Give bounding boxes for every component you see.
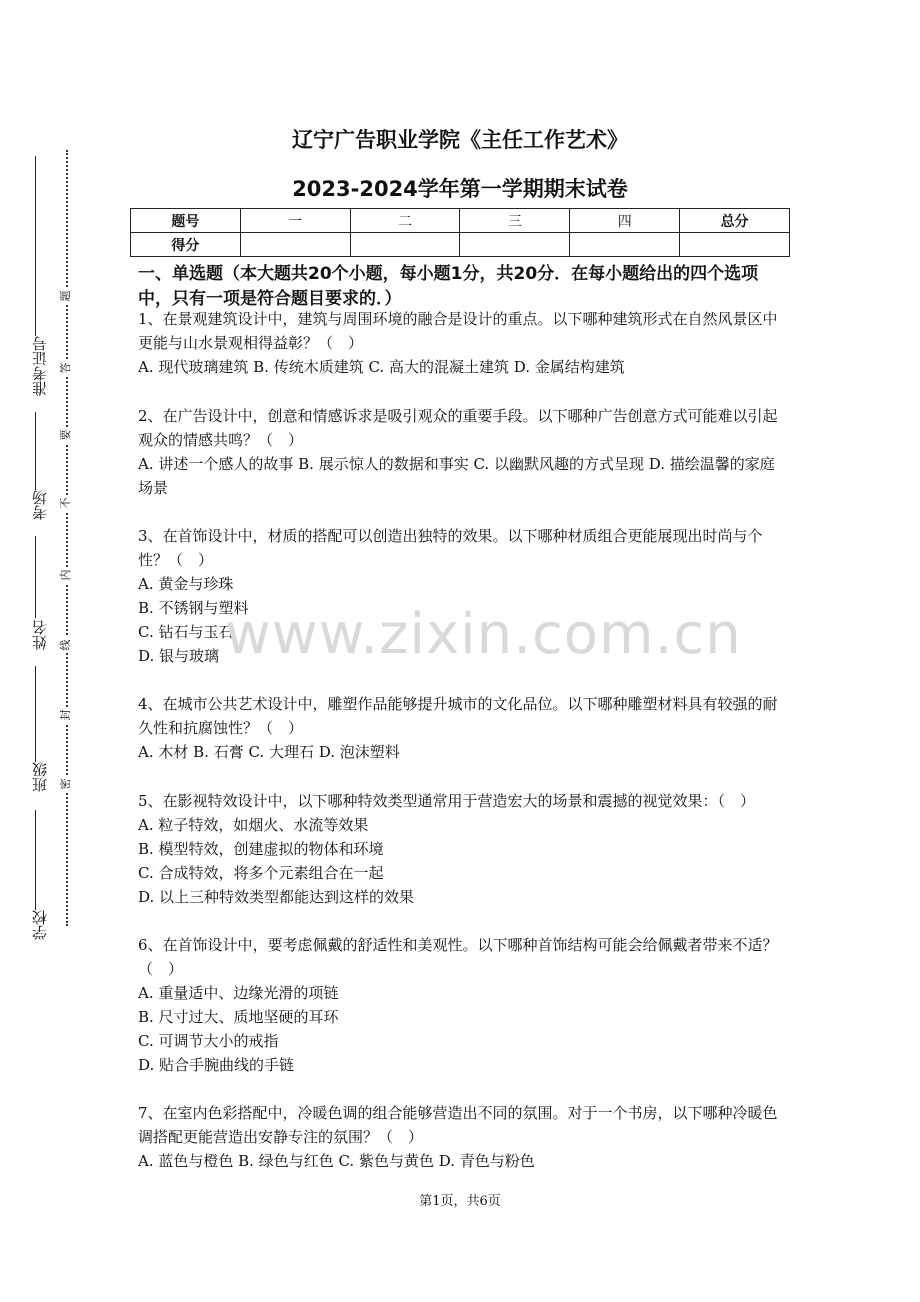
option-b: B. 不锈钢与塑料 [138,599,249,617]
seal-word: 要 [58,427,74,443]
seal-word: 封 [58,707,74,723]
question-2 [138,404,788,500]
question-stem: 2、在广告设计中，创意和情感诉求是吸引观众的重要手段。以下哪种广告创意方式可能难以引起观众的情感共鸣？（ ） [138,407,778,449]
question-5 [138,789,788,909]
seal-word: 内 [58,567,74,583]
seal-word: 答 [58,360,74,376]
option-c: C. 可调节大小的戒指 [138,1032,279,1050]
question-6 [138,933,788,1077]
field-underline [35,810,36,910]
score-cell [240,233,350,257]
field-underline [35,536,36,618]
option-d: D. 以上三种特效类型都能达到这样的效果 [138,888,415,906]
question-7 [138,1101,788,1173]
score-cell [350,233,460,257]
class-label: 班级 [30,762,49,792]
score-cell [680,233,790,257]
option-c: C. 合成特效，将多个元素组合在一起 [138,864,384,882]
page-number: 第1页，共6页 [419,1194,501,1209]
seal-word: 密 [58,776,74,792]
seal-word: 不 [58,495,74,511]
option-b: B. 尺寸过大、质地坚硬的耳环 [138,1008,339,1026]
question-options: A. 木材 B. 石膏 C. 大理石 D. 泡沫塑料 [138,743,400,761]
school-label: 学校 [30,910,49,940]
seal-word: 题 [58,288,74,304]
question-options: A. 现代玻璃建筑 B. 传统木质建筑 C. 高大的混凝土建筑 D. 金属结构建筑 [138,358,625,376]
name-label: 姓名 [30,620,49,650]
seal-word: 线 [58,637,74,653]
field-underline [35,666,36,762]
question-options: A. 蓝色与橙色 B. 绿色与红色 C. 紫色与黄色 D. 青色与粉色 [138,1152,535,1170]
section-heading: 一、单选题（本大题共20个小题，每小题1分，共20分．在每小题给出的四个选项中，只有一项是符合题目要求的．） [138,264,759,309]
question-1 [138,307,788,379]
page-title: 辽宁广告职业学院《主任工作艺术》 [292,128,628,152]
score-header-cell: 四 [570,209,680,233]
score-table [130,208,790,257]
question-stem: 6、在首饰设计中，要考虑佩戴的舒适性和美观性。以下哪种首饰结构可能会给佩戴者带来不适？（ ） [138,936,778,978]
option-c: C. 钻石与玉石 [138,623,234,641]
question-stem: 7、在室内色彩搭配中，冷暖色调的组合能够营造出不同的氛围。对于一个书房，以下哪种冷暖色调搭配更能营造出安静专注的氛围？（ ） [138,1104,778,1146]
page-subtitle: 2023-2024学年第一学期期末试卷 [292,177,628,201]
exam-room-label: 考场 [30,490,49,520]
score-cell [460,233,570,257]
score-cell [570,233,680,257]
watermark: www.zixin.com.cn [225,602,742,667]
option-a: A. 重量适中、边缘光滑的项链 [138,984,339,1002]
option-d: D. 贴合手腕曲线的手链 [138,1056,295,1074]
score-table-header-row [131,209,790,233]
field-underline [35,412,36,490]
score-header-cell: 题号 [131,209,241,233]
question-4 [138,692,788,764]
score-table-row [131,233,790,257]
score-header-cell: 一 [240,209,350,233]
score-header-cell: 总分 [680,209,790,233]
question-stem: 5、在影视特效设计中，以下哪种特效类型通常用于营造宏大的场景和震撼的视觉效果：（ ） [138,792,756,810]
question-options: A. 讲述一个感人的故事 B. 展示惊人的数据和事实 C. 以幽默风趣的方式呈现 D. 描绘温馨的家庭场景 [138,455,775,497]
question-stem: 4、在城市公共艺术设计中，雕塑作品能够提升城市的文化品位。以下哪种雕塑材料具有较强的耐久性和抗腐蚀性？（ ） [138,695,778,737]
exam-number-label: 准考证号 [30,336,49,396]
option-a: A. 粒子特效，如烟火、水流等效果 [138,816,369,834]
option-b: B. 模型特效，创建虚拟的物体和环境 [138,840,384,858]
question-stem: 1、在景观建筑设计中，建筑与周围环境的融合是设计的重点。以下哪种建筑形式在自然风景区中更能与山水景观相得益彰？（ ） [138,310,778,352]
score-header-cell: 二 [350,209,460,233]
score-header-cell: 三 [460,209,570,233]
seal-line [66,150,68,926]
question-stem: 3、在首饰设计中，材质的搭配可以创造出独特的效果。以下哪种材质组合更能展现出时尚与个性？（ ） [138,527,763,569]
option-d: D. 银与玻璃 [138,647,220,665]
score-row-label: 得分 [131,233,241,257]
option-a: A. 黄金与珍珠 [138,575,234,593]
